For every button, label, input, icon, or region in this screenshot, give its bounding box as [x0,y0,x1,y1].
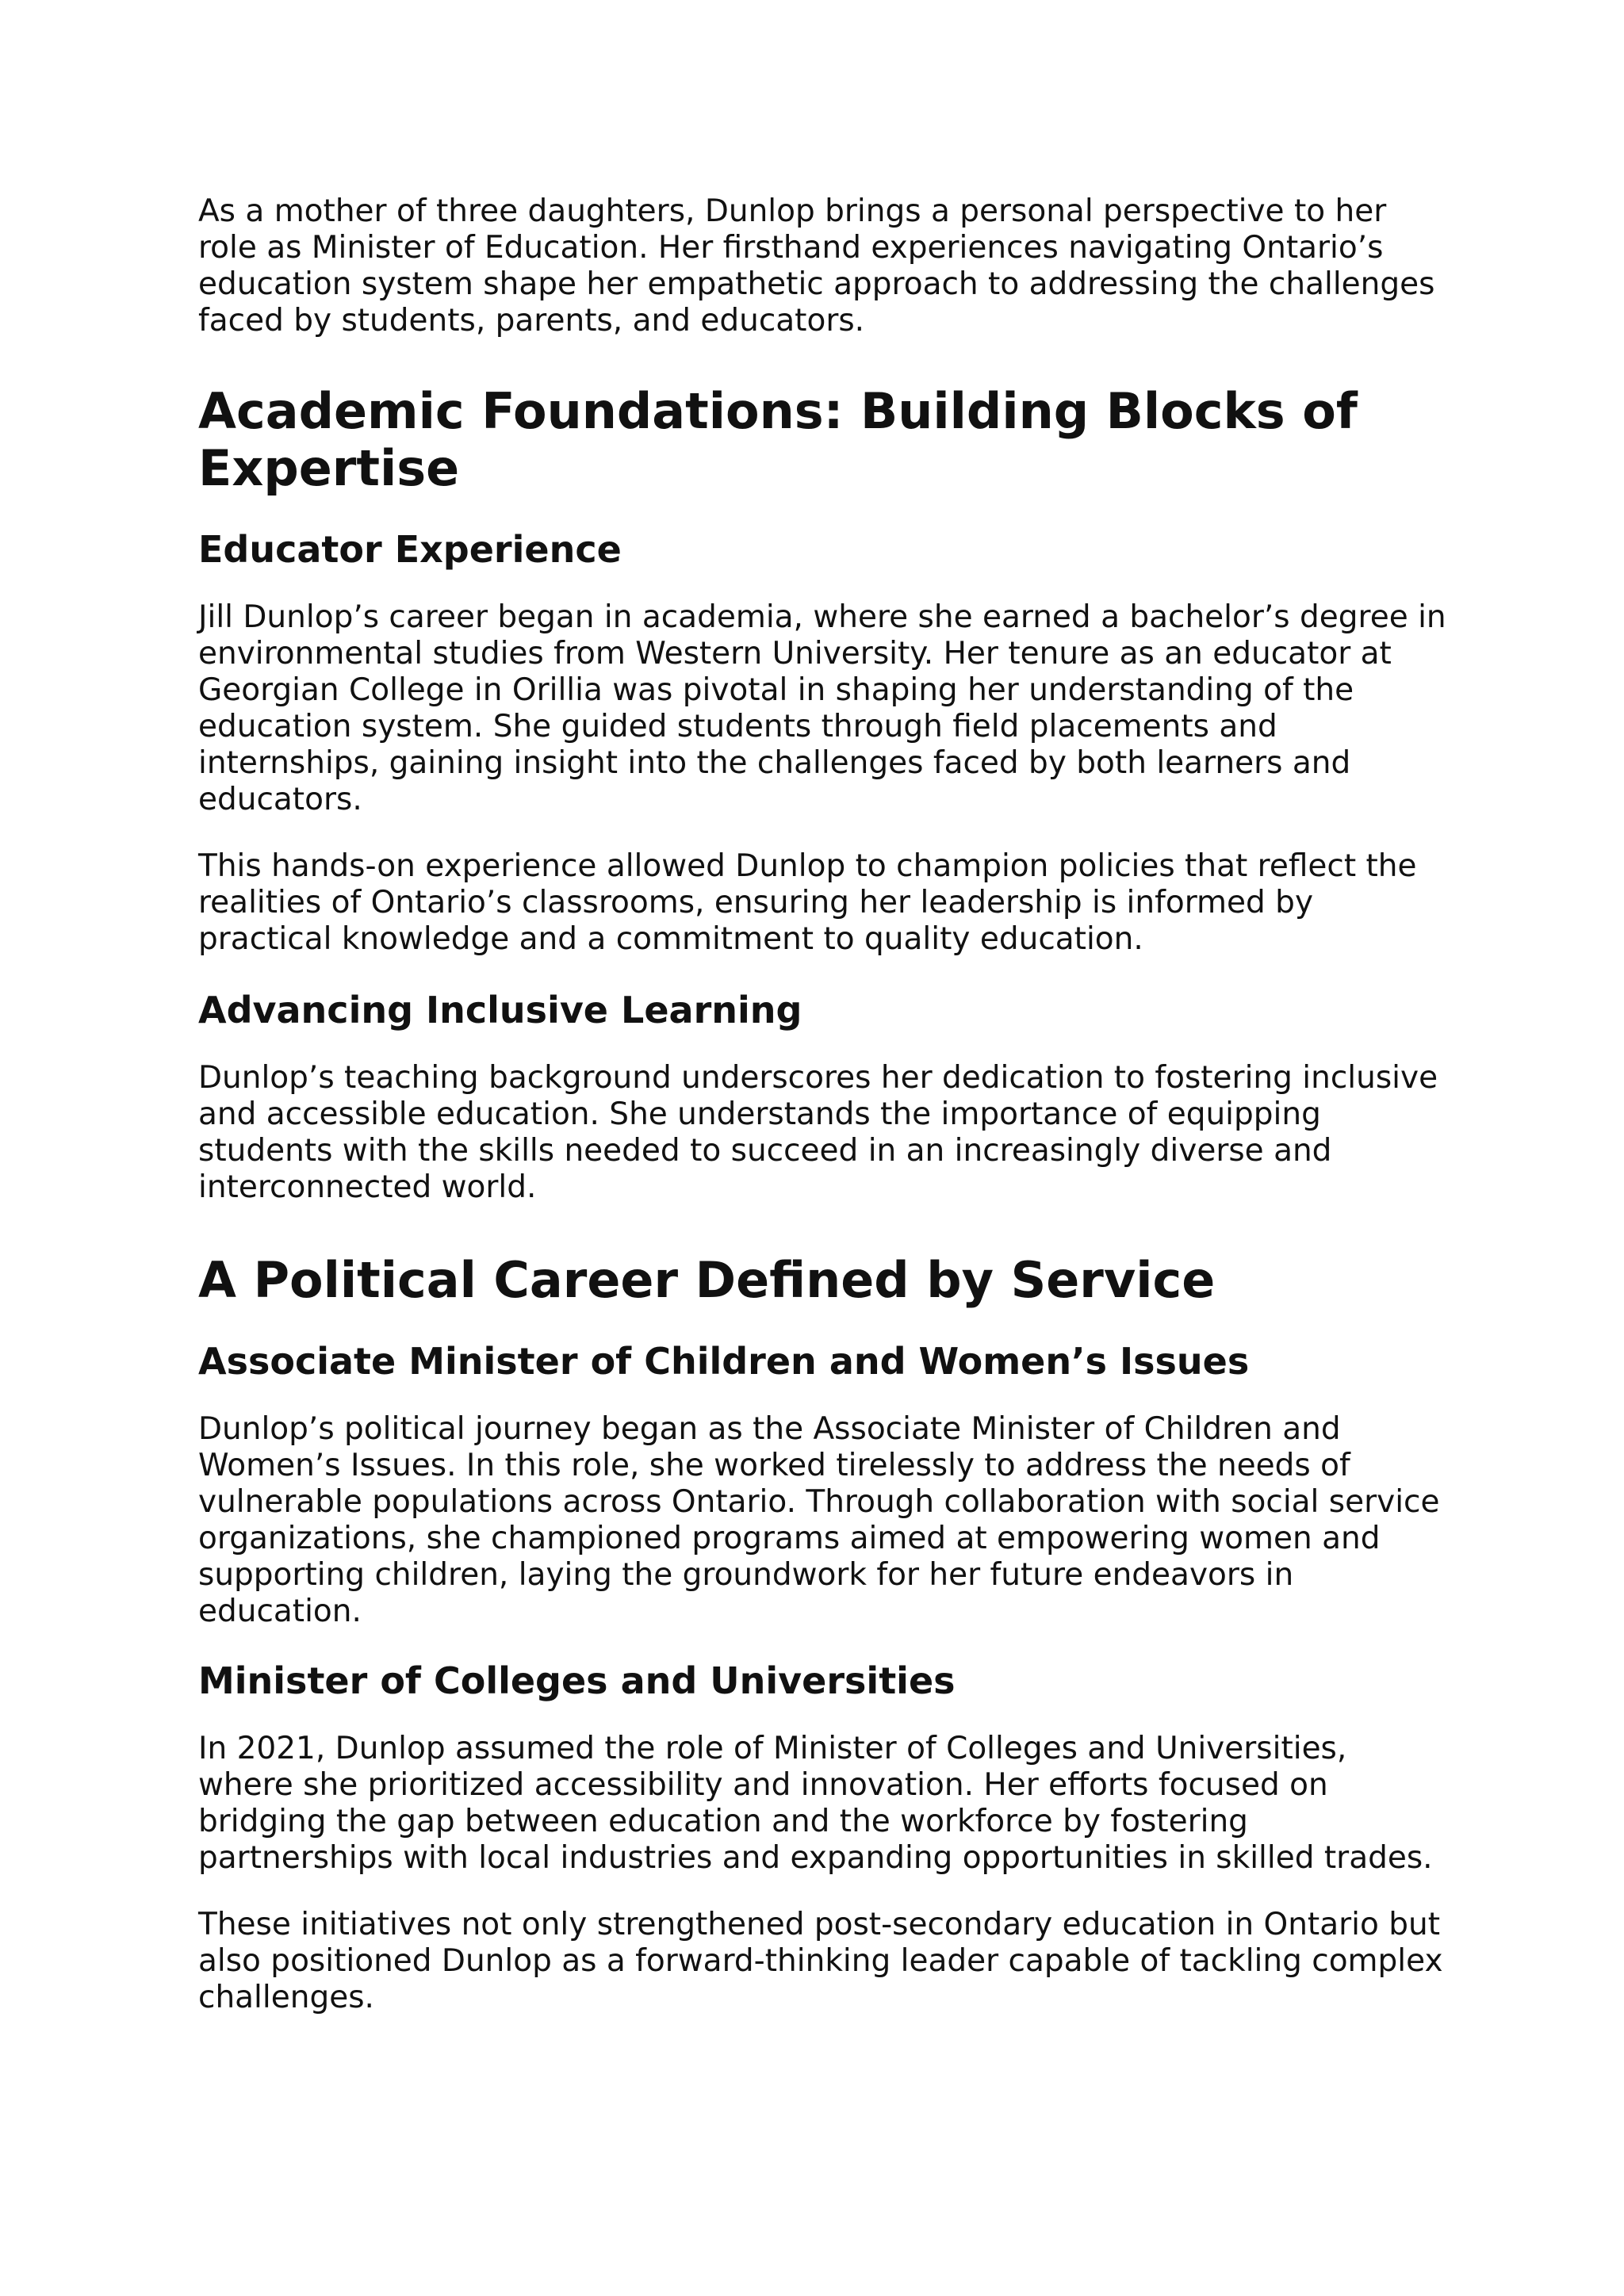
subheading-colleges-universities: Minister of Colleges and Universities [198,1659,956,1702]
paragraph-colleges-universities-2: These initiatives not only strengthened post-secondary education in Ontario but also positioned Dunlop as a forward-thinking leader capable of tackling complex challenges. [198,1907,1443,2015]
paragraph-colleges-universities-1: In 2021, Dunlop assumed the role of Minister of Colleges and Universities, where she prioritized accessibility and innovation. Her efforts focused on bridging the gap between education and the workforce by fostering partnerships with local industries and expanding opportunities in skilled trades. [198,1731,1433,1876]
paragraph-educator-experience-2: This hands-on experience allowed Dunlop to champion policies that reflect the realities of Ontario’s classrooms, ensuring her leadership is informed by practical knowledge and a commitment to quality education. [198,848,1417,957]
subheading-associate-minister: Associate Minister of Children and Women’s Issues [198,1340,1250,1383]
paragraph-educator-experience-1: Jill Dunlop’s career began in academia, where she earned a bachelor’s degree in environmental studies from Western University. Her tenure as an educator at Georgian College in Orillia was pivotal in shaping her understanding of the education system. She guided students through field placements and internships, gaining insight into the challenges faced by both learners and educators. [198,599,1446,817]
subheading-educator-experience: Educator Experience [198,528,622,571]
section-heading-political-career: A Political Career Defined by Service [198,1251,1216,1309]
section-heading-academic-foundations: Academic Foundations: Building Blocks of Expertise [198,382,1358,497]
paragraph-inclusive-learning: Dunlop’s teaching background underscores her dedication to fostering inclusive and accessible education. She understands the importance of equipping students with the skills needed to succeed in an increasingly diverse and interconnected world. [198,1060,1438,1205]
paragraph-associate-minister: Dunlop’s political journey began as the Associate Minister of Children and Women’s Issues. In this role, she worked tirelessly to address the needs of vulnerable populations across Ontario. Through collaboration with social service organizations, she championed programs aimed at empowering women and supporting children, laying the groundwork for her future endeavors in education. [198,1411,1440,1629]
document-page [198,193,1451,2016]
subheading-inclusive-learning: Advancing Inclusive Learning [198,989,802,1031]
intro-paragraph: As a mother of three daughters, Dunlop brings a personal perspective to her role as Minister of Education. Her firsthand experiences navigating Ontario’s education system shape her empathetic approach to addressing the challenges faced by students, parents, and educators. [198,193,1435,339]
